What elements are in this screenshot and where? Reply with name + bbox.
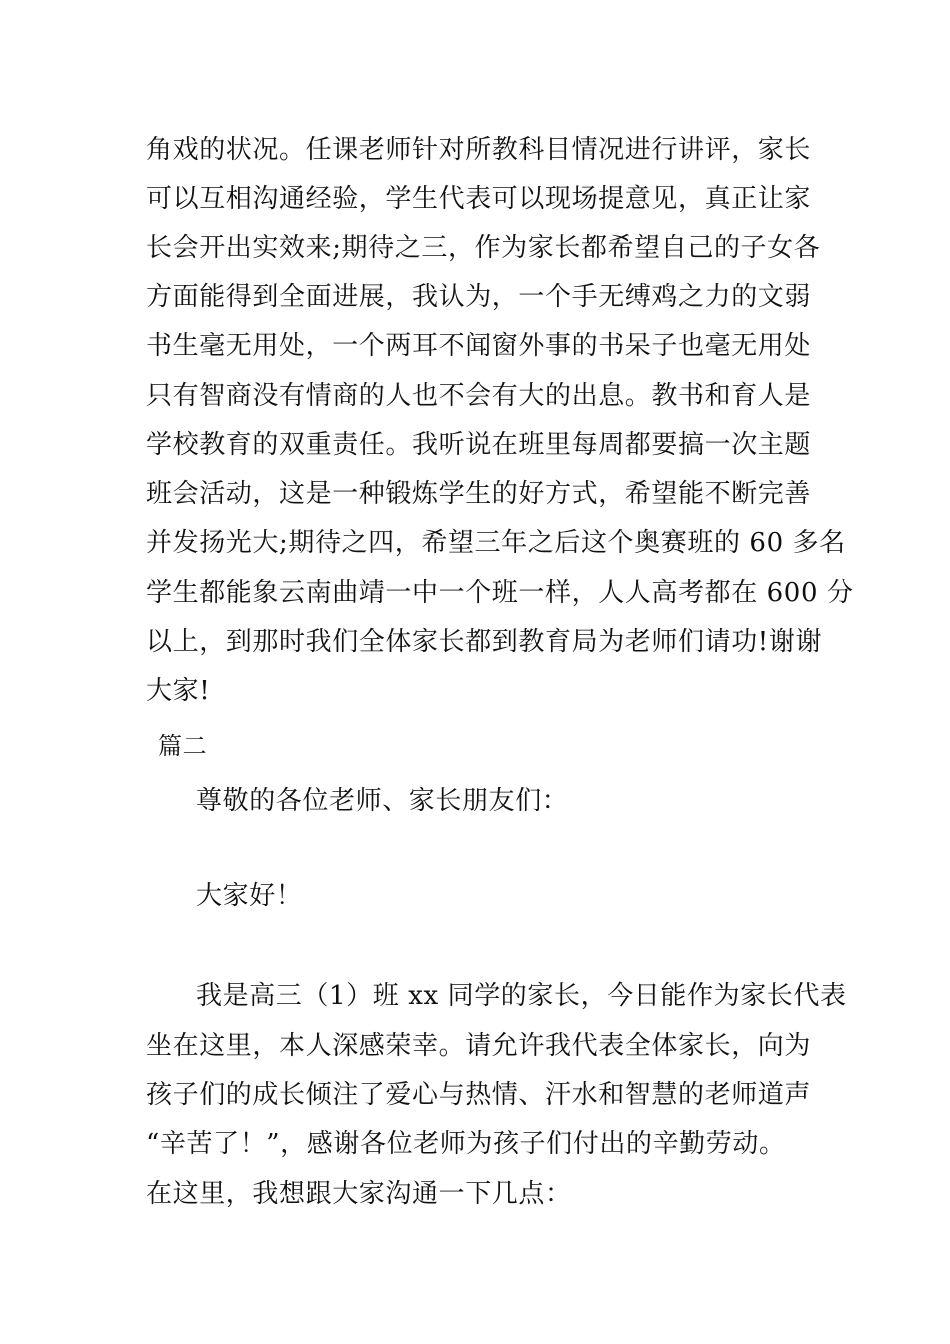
paragraph-line: 孩子们的成长倾注了爱心与热情、汗水和智慧的老师道声 [146,1080,812,1110]
paragraph-line: 学校教育的双重责任。我听说在班里每周都要搞一次主题 [146,430,812,460]
paragraph-line: 在这里，我想跟大家沟通一下几点： [146,1179,572,1209]
paragraph-line: 只有智商没有情商的人也不会有大的出息。教书和育人是 [146,381,812,411]
salutation: 尊敬的各位老师、家长朋友们： [196,786,569,816]
paragraph-line: 我是高三（1）班 xx 同学的家长，今日能作为家长代表 [196,981,847,1011]
paragraph-line: 大家! [146,676,211,706]
paragraph-line: 角戏的状况。任课老师针对所教科目情况进行讲评，家长 [146,135,812,165]
paragraph-line: 以上，到那时我们全体家长都到教育局为老师们请功!谢谢 [146,627,823,657]
paragraph-line: 书生毫无用处，一个两耳不闻窗外事的书呆子也毫无用处 [146,331,812,361]
paragraph-line: 班会活动，这是一种锻炼学生的好方式，希望能不断完善 [146,479,812,509]
paragraph-line: 学生都能象云南曲靖一中一个班一样，人人高考都在 600 分 [146,578,854,608]
section-heading: 篇二 [158,732,208,760]
paragraph-line: 方面能得到全面进展，我认为，一个手无缚鸡之力的文弱 [146,282,812,312]
paragraph-line: 可以互相沟通经验，学生代表可以现场提意见，真正让家 [146,184,812,214]
paragraph-line: 长会开出实效来;期待之三，作为家长都希望自己的子女各 [146,233,821,263]
paragraph-line: “辛苦了！”，感谢各位老师为孩子们付出的辛勤劳动。 [146,1129,786,1159]
greeting: 大家好！ [196,881,303,911]
paragraph-line: 并发扬光大;期待之四，希望三年之后这个奥赛班的 60 多名 [146,528,846,558]
paragraph-line: 坐在这里，本人深感荣幸。请允许我代表全体家长，向为 [146,1031,812,1061]
